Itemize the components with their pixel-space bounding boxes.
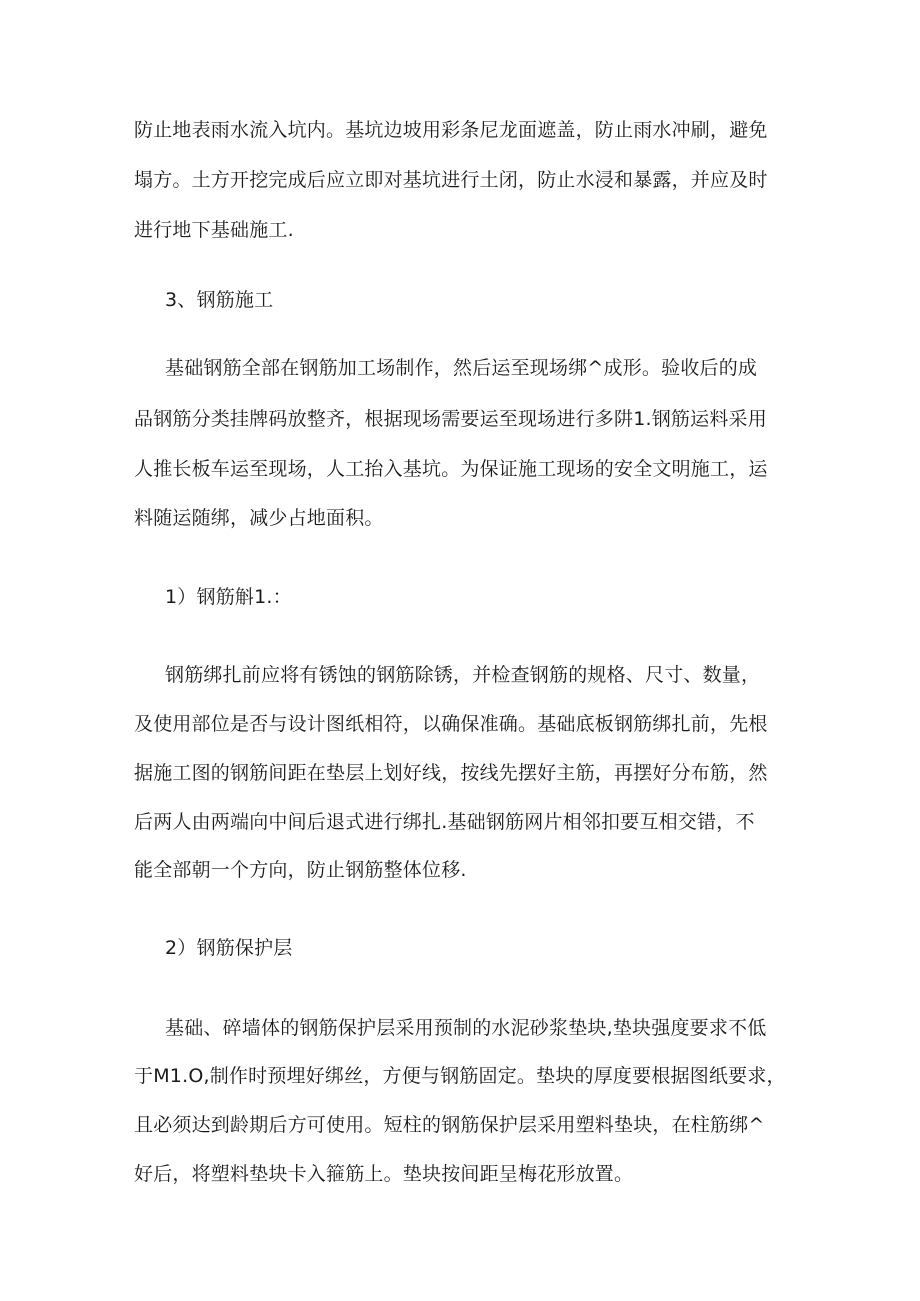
paragraph-1-line-1: 防止地表雨水流入坑内。基坑边坡用彩条尼龙面遮盖，防止雨水冲刷，避免 <box>134 119 768 141</box>
paragraph-2-line-3: 人推长板车运至现场，人工抬入基坑。为保证施工现场的安全文明施工，运 <box>134 458 768 480</box>
subheading-rebar-cover: 2）钢筋保护层 <box>165 937 293 959</box>
paragraph-4-line-1: 基础、碎墙体的钢筋保护层采用预制的水泥砂浆垫块,垫块强度要求不低 <box>165 1017 767 1039</box>
paragraph-3-line-1: 钢筋绑扎前应将有锈蚀的钢筋除锈，并检查钢筋的规格、尺寸、数量， <box>165 664 761 686</box>
section-heading-rebar: 3、钢筋施工 <box>165 289 274 311</box>
paragraph-4-line-4: 好后，将塑料垫块卡入箍筋上。垫块按间距呈梅花形放置。 <box>134 1163 634 1185</box>
paragraph-2-line-2: 品钢筋分类挂牌码放整齐，根据现场需要运至现场进行多阱1.钢筋运料采用 <box>134 408 767 430</box>
subheading-rebar-binding: 1）钢筋斛1.： <box>165 586 292 608</box>
paragraph-4-line-3: 且必须达到龄期后方可使用。短柱的钢筋保护层采用塑料垫块，在柱筋绑^ <box>134 1114 765 1136</box>
paragraph-1-line-2: 塌方。土方开挖完成后应立即对基坑进行土闭，防止水浸和暴露，并应及时 <box>134 169 768 191</box>
paragraph-2-line-1: 基础钢筋全部在钢筋加工场制作，然后运至现场绑^成形。验收后的成 <box>165 357 758 379</box>
paragraph-1-line-3: 进行地下基础施工. <box>134 219 294 241</box>
paragraph-3-line-2: 及使用部位是否与设计图纸相符，以确保准确。基础底板钢筋绑扎前，先根 <box>134 713 768 735</box>
paragraph-3-line-5: 能全部朝一个方向，防止钢筋整体位移. <box>134 859 467 881</box>
paragraph-2-line-4: 料随运随绑，减少占地面积。 <box>134 507 384 529</box>
paragraph-3-line-3: 据施工图的钢筋间距在垫层上划好线，按线先摆好主筋，再摆好分布筋，然 <box>134 762 768 784</box>
paragraph-4-line-2: 于M1.O,制作时预埋好绑丝，方便与钢筋固定。垫块的厚度要根据图纸要求， <box>134 1065 786 1087</box>
paragraph-3-line-4: 后两人由两端向中间后退式进行绑扎.基础钢筋网片相邻扣要互相交错，不 <box>134 811 755 833</box>
